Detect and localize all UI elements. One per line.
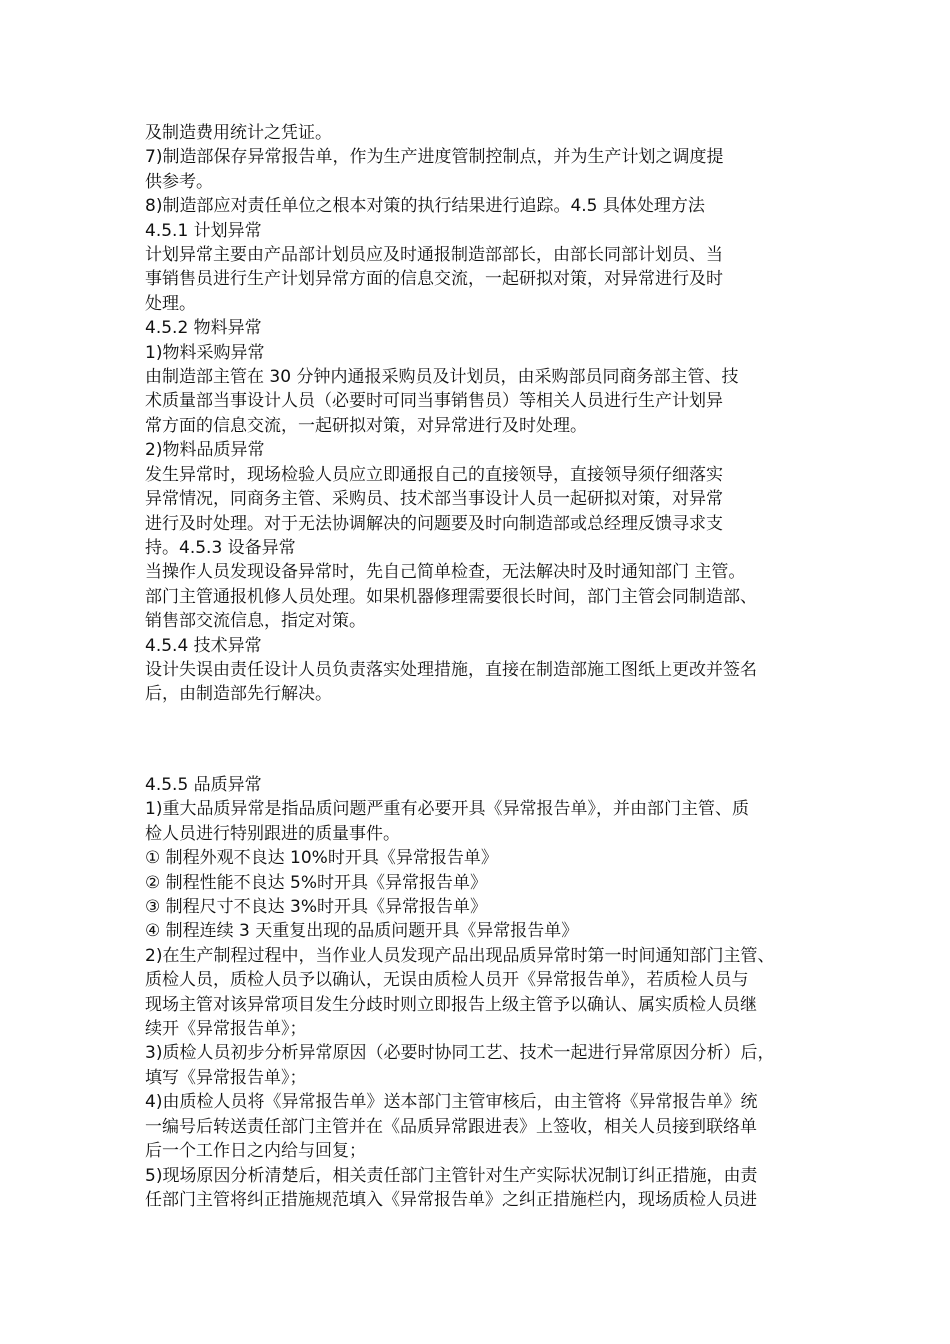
- text-line: 后一个工作日之内给与回复；: [145, 1141, 366, 1162]
- text-line: 填写《异常报告单》；: [145, 1067, 307, 1088]
- text-line: 事销售员进行生产计划异常方面的信息交流，一起研拟对策，对异常进行及时: [145, 269, 723, 290]
- text-block-quality-exceptions: [145, 773, 825, 1212]
- text-line: 由制造部主管在 30 分钟内通报采购员及计划员，由采购部员同商务部主管、技: [145, 367, 739, 388]
- text-line: 8)制造部应对责任单位之根本对策的执行结果进行追踪。4.5 具体处理方法: [145, 196, 705, 217]
- text-line: 一编号后转送责任部门主管并在《品质异常跟进表》上签收，相关人员接到联络单: [145, 1116, 757, 1137]
- text-line: 后，由制造部先行解决。: [145, 684, 332, 705]
- text-line: 供参考。: [145, 171, 213, 192]
- text-line: 现场主管对该异常项目发生分歧时则立即报告上级主管予以确认、属实质检人员继: [145, 994, 757, 1015]
- text-line: 4.5.2 物料异常: [145, 318, 262, 339]
- text-line: 发生异常时，现场检验人员应立即通报自己的直接领导，直接领导须仔细落实: [145, 464, 723, 485]
- text-line: 2)物料品质异常: [145, 440, 265, 461]
- text-line: 设计失误由责任设计人员负责落实处理措施，直接在制造部施工图纸上更改并签名: [145, 659, 757, 680]
- text-line: 术质量部当事设计人员（必要时可同当事销售员）等相关人员进行生产计划异: [145, 391, 723, 412]
- text-line: 常方面的信息交流，一起研拟对策，对异常进行及时处理。: [145, 415, 587, 436]
- text-line: 4.5.1 计划异常: [145, 220, 262, 241]
- text-line: 4.5.4 技术异常: [145, 635, 262, 656]
- text-line: 异常情况，同商务主管、采购员、技术部当事设计人员一起研拟对策，对异常: [145, 489, 723, 510]
- text-line: 续开《异常报告单》；: [145, 1019, 307, 1040]
- text-line: 1)物料采购异常: [145, 342, 265, 363]
- text-line: 检人员进行特别跟进的质量事件。: [145, 823, 400, 844]
- text-line: 1)重大品质异常是指品质问题严重有必要开具《异常报告单》，并由部门主管、质: [145, 799, 749, 820]
- text-line: 7)制造部保存异常报告单，作为生产进度管制控制点，并为生产计划之调度提: [145, 147, 724, 168]
- text-line: ① 制程外观不良达 10%时开具《异常报告单》: [145, 848, 498, 869]
- text-line: 4)由质检人员将《异常报告单》送本部门主管审核后，由主管将《异常报告单》统: [145, 1092, 758, 1113]
- text-line: 当操作人员发现设备异常时，先自己简单检查，无法解决时及时通知部门 主管。: [145, 562, 746, 583]
- text-block-procedures: [145, 121, 825, 707]
- text-line: 处理。: [145, 293, 196, 314]
- text-line: 2)在生产制程过程中，当作业人员发现产品出现品质异常时第一时间通知部门主管、: [145, 945, 775, 966]
- text-line: 5)现场原因分析清楚后，相关责任部门主管针对生产实际状况制订纠正措施，由责: [145, 1165, 758, 1186]
- text-line: ④ 制程连续 3 天重复出现的品质问题开具《异常报告单》: [145, 921, 579, 942]
- text-line: 持。4.5.3 设备异常: [145, 537, 296, 558]
- text-line: ③ 制程尺寸不良达 3%时开具《异常报告单》: [145, 897, 488, 918]
- text-line: 质检人员，质检人员予以确认，无误由质检人员开《异常报告单》，若质检人员与: [145, 970, 749, 991]
- text-line: 计划异常主要由产品部计划员应及时通报制造部部长，由部长同部计划员、当: [145, 245, 723, 266]
- text-line: 3)质检人员初步分析异常原因（必要时协同工艺、技术一起进行异常原因分析）后，: [145, 1043, 775, 1064]
- text-line: 部门主管通报机修人员处理。如果机器修理需要很长时间，部门主管会同制造部、: [145, 586, 757, 607]
- text-line: 任部门主管将纠正措施规范填入《异常报告单》之纠正措施栏内，现场质检人员进: [145, 1189, 757, 1210]
- text-line: 销售部交流信息，指定对策。: [145, 611, 366, 632]
- text-line: ② 制程性能不良达 5%时开具《异常报告单》: [145, 872, 488, 893]
- text-line: 进行及时处理。对于无法协调解决的问题要及时向制造部或总经理反馈寻求支: [145, 513, 723, 534]
- text-line: 及制造费用统计之凭证。: [145, 123, 332, 143]
- text-line: 4.5.5 品质异常: [145, 775, 262, 795]
